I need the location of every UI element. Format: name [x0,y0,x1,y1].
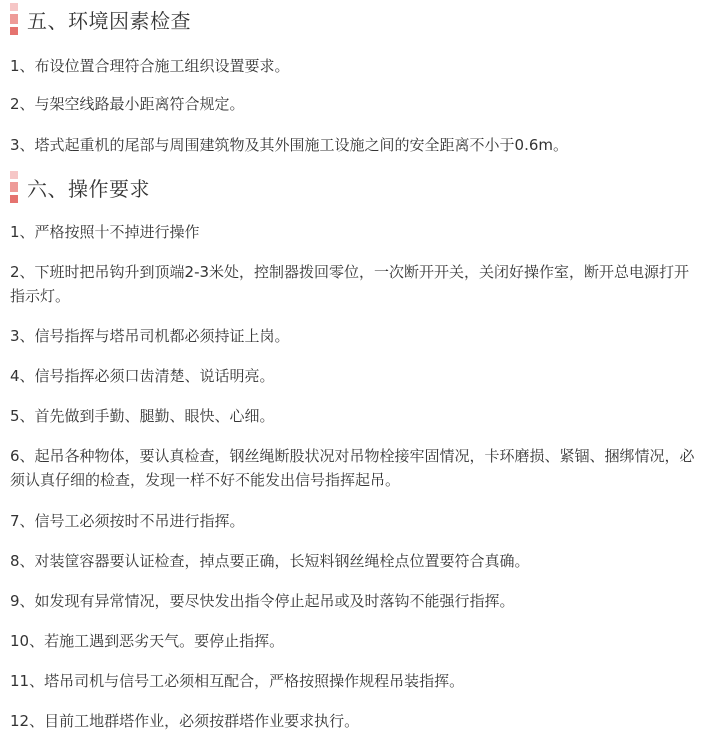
list-item: 9、如发现有异常情况，要尽快发出指令停止起吊或及时落钩不能强行指挥。 [10,592,515,610]
list-item: 2、与架空线路最小距离符合规定。 [10,95,245,113]
section-heading-environment [10,3,191,35]
heading-marker-icon [10,3,18,35]
list-item: 7、信号工必须按时不吊进行指挥。 [10,512,245,530]
list-item: 3、塔式起重机的尾部与周围建筑物及其外围施工设施之间的安全距离不小于0.6m。 [10,136,569,154]
heading-marker-icon [10,171,18,203]
list-item: 2、下班时把吊钩升到顶端2-3米处，控制器拨回零位，一次断开开关，关闭好操作室，断开总电源打开指示灯。 [10,263,690,305]
list-item: 5、首先做到手勤、腿勤、眼快、心细。 [10,407,275,425]
list-item: 1、布设位置合理符合施工组织设置要求。 [10,57,290,75]
section-title: 六、操作要求 [27,176,150,201]
list-item: 8、对装筐容器要认证检查，掉点要正确，长短料钢丝绳栓点位置要符合真确。 [10,552,530,570]
list-item: 11、塔吊司机与信号工必须相互配合，严格按照操作规程吊装指挥。 [10,672,465,690]
list-item: 1、严格按照十不掉进行操作 [10,223,200,241]
section-title: 五、环境因素检查 [27,8,191,33]
list-item: 10、若施工遇到恶劣天气。要停止指挥。 [10,632,285,650]
list-item: 3、信号指挥与塔吊司机都必须持证上岗。 [10,327,290,345]
list-item: 6、起吊各种物体，要认真检查，钢丝绳断股状况对吊物栓接牢固情况，卡环磨损、紧锢、捆绑情况，必须认真仔细的检查，发现一样不好不能发出信号指挥起吊。 [10,447,695,489]
list-item: 4、信号指挥必须口齿清楚、说话明亮。 [10,367,275,385]
section-heading-operation [10,171,150,203]
list-item: 12、目前工地群塔作业，必须按群塔作业要求执行。 [10,712,360,730]
